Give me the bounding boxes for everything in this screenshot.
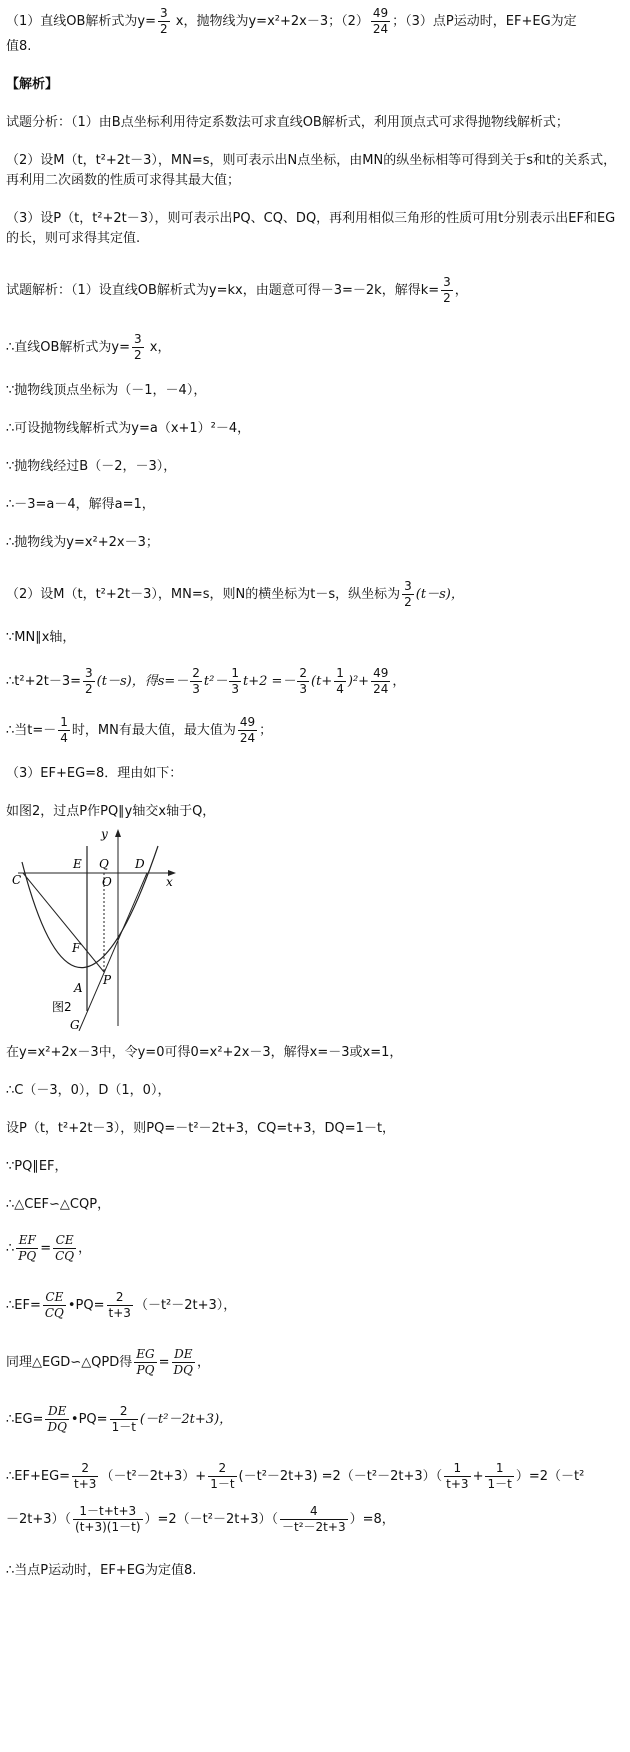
solution-line [6,579,620,610]
numerator: 2 [192,666,200,680]
fraction [485,1461,513,1492]
text: 同理△EGD∽△QPD得 [6,1355,133,1370]
numerator: 2 [107,1290,133,1306]
label-y: y [101,827,108,841]
text: x， [145,340,171,355]
denominator: 2 [160,22,168,36]
numerator: 4 [280,1504,348,1520]
numerator: 3 [404,579,412,593]
numerator: 3 [85,666,93,680]
solution-line: 设P（t，t²+2t－3），则PQ=－t²－2t+3，CQ=t+3，DQ=1－t， [6,1121,396,1136]
fraction [134,1347,156,1378]
fraction [238,715,257,746]
fraction [73,1504,142,1535]
denominator: t+3 [74,1477,97,1491]
text: •PQ= [70,1412,108,1427]
solution-conclusion: ∴当点P运动时，EF+EG为定值8. [6,1563,197,1578]
solution-line: ∵PQ∥EF， [6,1159,68,1174]
line-dg [79,873,147,1031]
denominator: (t+3)(1－t) [75,1520,141,1534]
denominator: CQ [55,1249,75,1263]
solution-line [6,1404,620,1435]
fraction [208,1461,236,1492]
solution-line [6,332,620,363]
numerator: 1 [60,715,68,729]
text: + [472,1469,484,1484]
fraction [229,666,241,697]
text: t+2 =－ [242,674,296,689]
text: ∴t²+2t－3= [6,674,82,689]
denominator: 2 [443,291,451,305]
label-q: Q [99,857,109,871]
text: （－t²－2t+3）， [134,1298,237,1313]
text: ∴EF+EG= [6,1469,71,1484]
numerator: 49 [373,666,389,680]
denominator: CQ [44,1306,64,1320]
denominator: 3 [192,682,200,696]
fraction [190,666,202,697]
text: (－t²－2t+3) =2（－t²－2t+3）（ [238,1469,443,1484]
label-c: C [12,873,22,887]
text: －2t+3）（ [6,1512,72,1527]
solution-line: 如图2，过点P作PQ∥y轴交x轴于Q， [6,804,216,819]
fraction [444,1461,470,1492]
numerator: 2 [72,1461,98,1477]
text: x，抛物线为y=x²+2x－3；（2） [171,14,369,29]
text: ∴当t=－ [6,723,57,738]
solution-line: ∴△CEF∽△CQP， [6,1197,111,1212]
denominator: 2 [134,348,142,362]
fraction [371,666,390,697]
text: ， [197,1355,211,1370]
numerator: 3 [160,6,168,20]
denominator: 4 [336,682,344,696]
solution-line: ∵抛物线顶点坐标为（－1，－4）， [6,383,207,398]
denominator: 1－t [487,1477,512,1491]
text: = [40,1241,52,1256]
text: （－t²－2t+3）+ [100,1469,207,1484]
denominator: 24 [373,682,389,696]
numerator: 49 [239,715,256,729]
fraction [83,666,95,697]
solution-line [6,666,620,697]
numerator: 2 [110,1404,138,1420]
numerator: 1 [444,1461,470,1477]
text: ∴ [6,1241,15,1256]
fraction [297,666,309,697]
text: ）=2（－t²－2t+3）（ [144,1512,279,1527]
label-a: A [74,981,83,995]
denominator: 3 [231,682,239,696]
text: ）=2（－t² [515,1469,585,1484]
denominator: 2 [85,682,93,696]
label-o: O [102,875,112,889]
numerator: EG [136,1347,155,1361]
fraction [441,275,453,306]
text: (t－s)，得s=－ [96,674,189,689]
solution-line: （3）EF+EG=8．理由如下： [6,766,183,781]
label-d: D [135,857,145,871]
label-x: x [166,875,173,889]
label-g: G [70,1018,80,1031]
denominator: DQ [47,1420,67,1434]
fraction [280,1504,348,1535]
fraction [132,332,144,363]
text: •PQ= [67,1298,105,1313]
fraction [158,6,170,37]
fraction [58,715,70,746]
denominator: 24 [372,22,389,36]
numerator: 2 [299,666,308,680]
numerator: EF [16,1233,38,1249]
solution-line [6,1461,620,1492]
solution-line [6,1233,620,1264]
numerator: 1 [231,666,239,680]
text: = [158,1355,170,1370]
text: (t+ [311,674,333,689]
figure-caption: 图2 [52,1000,72,1014]
denominator: 1－t [111,1420,136,1434]
text: 时，MN有最大值，最大值为 [71,723,236,738]
numerator: 3 [134,332,142,346]
text: ； [259,723,273,738]
numerator: DE [172,1347,195,1363]
analysis-p1: 试题分析：（1）由B点坐标利用待定系数法可求直线OB解析式，利用顶点式可求得抛物线解析式； [6,115,569,130]
analysis-p2: （2）设M（t，t²+2t－3），MN=s，则可表示出N点坐标，由MN的纵坐标相等可得到关于s和t的关系式，再利用二次函数的性质可求得其最大值； [6,153,617,188]
denominator: t+3 [446,1477,469,1491]
fraction [110,1404,138,1435]
analysis-heading: 【解析】 [6,77,59,92]
fraction [53,1233,76,1264]
fraction [334,666,346,697]
text: ∴EG= [6,1412,44,1427]
solution-line: ∴抛物线为y=x²+2x－3； [6,535,159,550]
text: （1）直线OB解析式为y= [6,14,157,29]
text: ）=8， [349,1512,395,1527]
text: (－t²－2t+3)， [139,1412,233,1427]
denominator: 3 [299,682,308,696]
denominator: －t²－2t+3 [282,1520,346,1534]
numerator: 1 [485,1461,513,1477]
numerator: 1－t+t+3 [73,1504,142,1520]
text: ∴EF= [6,1298,41,1313]
denominator: DQ [173,1363,194,1377]
y-axis-arrow [115,829,121,837]
solution-line: ∴－3=a－4，解得a=1， [6,497,155,512]
solution-line [6,715,620,746]
fraction [72,1461,98,1492]
text: t²－ [203,674,228,689]
numerator: CE [43,1290,66,1306]
numerator: DE [45,1404,68,1420]
text: （2）设M（t，t²+2t－3），MN=s，则N的横坐标为t－s，纵坐标为 [6,587,401,602]
denominator: 24 [239,731,256,745]
solution-line [6,275,620,306]
fraction [402,579,414,610]
denominator: 1－t [210,1477,235,1491]
fraction [172,1347,195,1378]
solution-line: ∵抛物线经过B（－2，－3）， [6,459,177,474]
answer-line-2: 值8. [6,39,32,54]
label-f: F [72,941,81,955]
text: ；（3）点P运动时，EF+EG为定 [392,14,577,29]
denominator: t+3 [108,1306,131,1320]
figure-2 [8,826,208,1031]
numerator: 49 [372,6,389,20]
denominator: PQ [136,1363,155,1377]
numerator: 2 [208,1461,236,1477]
solution-line: ∴C（－3，0），D（1，0）， [6,1083,171,1098]
solution-line: ∴可设抛物线解析式为y=a（x+1）²－4， [6,421,251,436]
solution-line [6,1504,620,1535]
text: ， [78,1241,92,1256]
text: 试题解析：（1）设直线OB解析式为y=kx，由题意可得－3=－2k，解得k= [6,283,440,298]
denominator: 2 [404,595,412,609]
text: ∴直线OB解析式为y= [6,340,131,355]
text: )²+ [347,674,370,689]
text: ， [454,283,468,298]
fraction [16,1233,38,1264]
solution-line: 在y=x²+2x－3中，令y=0可得0=x²+2x－3，解得x=－3或x=1， [6,1045,403,1060]
solution-line: ∵MN∥x轴， [6,630,76,645]
numerator: 3 [443,275,451,289]
text: (t－s)， [415,587,464,602]
answer-line [6,6,620,37]
label-p: P [103,973,112,987]
denominator: 4 [60,731,68,745]
solution-line [6,1290,620,1321]
solution-line [6,1347,620,1378]
fraction [107,1290,133,1321]
numerator: 1 [336,666,344,680]
parabola-diagram [8,826,208,1031]
label-e: E [73,857,82,871]
analysis-p3: （3）设P（t，t²+2t－3），则可表示出PQ、CQ、DQ，再利用相似三角形的性质可用t分别表示出EF和EG的长，则可求得其定值. [6,211,616,246]
line-cp [23,873,104,972]
fraction [45,1404,68,1435]
text: ， [392,674,406,689]
fraction [43,1290,66,1321]
fraction [371,6,390,37]
denominator: PQ [18,1249,37,1263]
numerator: CE [53,1233,76,1249]
